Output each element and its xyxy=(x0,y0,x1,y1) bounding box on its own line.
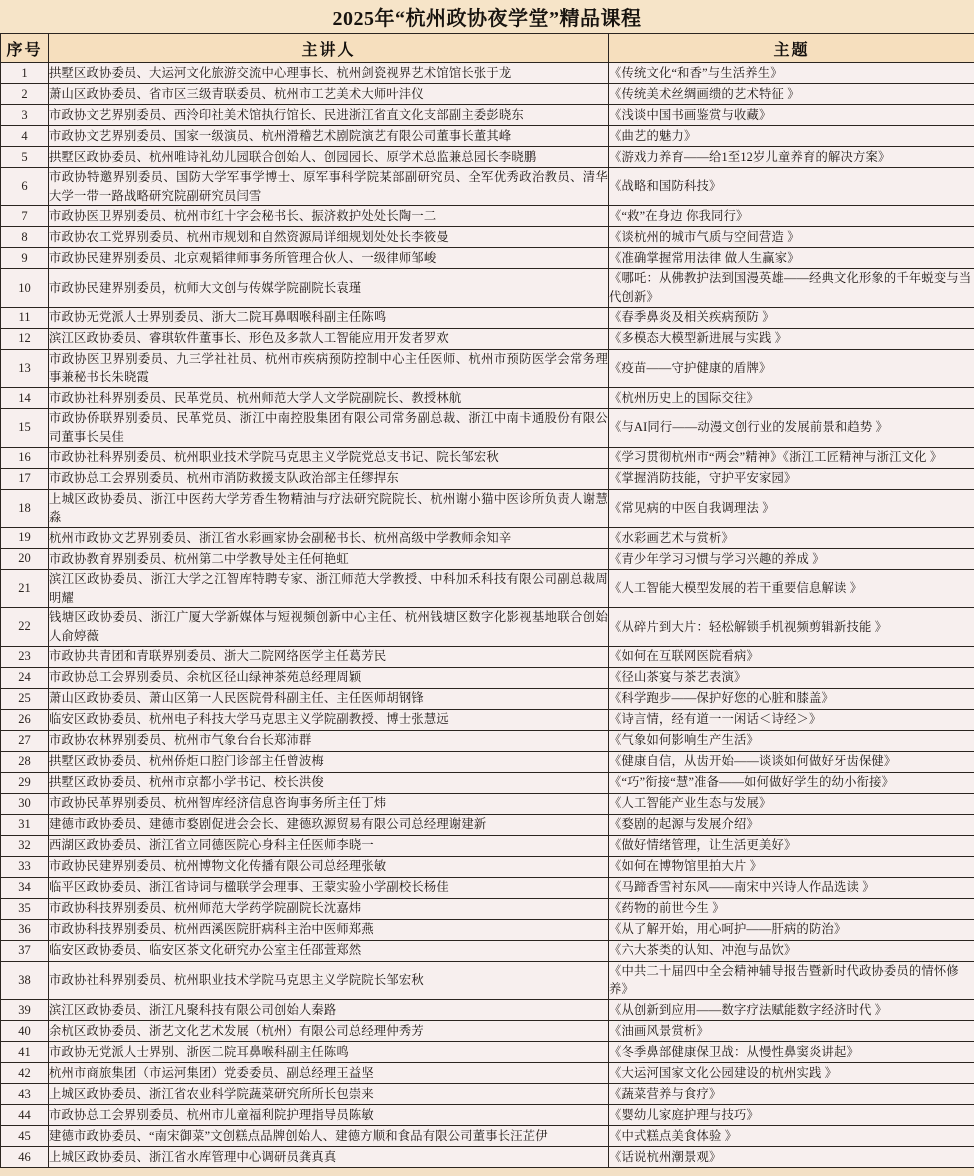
cell-topic: 《常见病的中医自我调理法 》 xyxy=(609,489,974,527)
cell-speaker: 市政协民建界别委员、杭州博物文化传播有限公司总经理张敏 xyxy=(49,856,609,877)
cell-topic: 《青少年学习习惯与学习兴趣的养成 》 xyxy=(609,548,974,569)
cell-no: 33 xyxy=(1,856,49,877)
cell-no: 19 xyxy=(1,527,49,548)
table-row xyxy=(1,105,974,126)
cell-speaker: 市政协文艺界别委员、国家一级演员、杭州滑稽艺术剧院演艺有限公司董事长董其峰 xyxy=(49,126,609,147)
table-row xyxy=(1,667,974,688)
cell-no: 27 xyxy=(1,730,49,751)
cell-no: 12 xyxy=(1,328,49,349)
cell-speaker: 杭州市政协文艺界别委员、浙江省水彩画家协会副秘书长、杭州高级中学教师余知辛 xyxy=(49,527,609,548)
cell-speaker: 临安区政协委员、临安区茶文化研究办公室主任邵萱郑然 xyxy=(49,940,609,961)
table-row xyxy=(1,772,974,793)
cell-topic: 《杭州历史上的国际交往》 xyxy=(609,388,974,409)
cell-no: 9 xyxy=(1,248,49,269)
table-row xyxy=(1,227,974,248)
cell-no: 25 xyxy=(1,688,49,709)
cell-no: 42 xyxy=(1,1063,49,1084)
cell-topic: 《传统文化“和香”与生活养生》 xyxy=(609,63,974,84)
cell-speaker: 市政协无党派人士界别、浙医二院耳鼻喉科副主任陈鸣 xyxy=(49,1042,609,1063)
cell-no: 35 xyxy=(1,898,49,919)
cell-speaker: 钱塘区政协委员、浙江广厦大学新媒体与短视频创新中心主任、杭州钱塘区数字化影视基地联合创始人俞婷薇 xyxy=(49,608,609,646)
cell-no: 10 xyxy=(1,269,49,307)
cell-topic: 《如何在博物馆里拍大片 》 xyxy=(609,856,974,877)
cell-no: 15 xyxy=(1,409,49,447)
cell-speaker: 拱墅区政协委员、大运河文化旅游交流中心理事长、杭州剑瓷视界艺术馆馆长张于龙 xyxy=(49,63,609,84)
cell-no: 18 xyxy=(1,489,49,527)
table-row xyxy=(1,1063,974,1084)
table-row xyxy=(1,548,974,569)
cell-topic: 《人工智能大模型发展的若干重要信息解读 》 xyxy=(609,569,974,607)
cell-no: 14 xyxy=(1,388,49,409)
cell-speaker: 市政协科技界别委员、杭州西溪医院肝病科主治中医师郑燕 xyxy=(49,919,609,940)
table-row xyxy=(1,248,974,269)
page-title: 2025年“杭州政协夜学堂”精品课程 xyxy=(332,8,642,30)
cell-speaker: 市政协农林界别委员、杭州市气象台台长郑沛群 xyxy=(49,730,609,751)
cell-speaker: 西湖区政协委员、浙江省立同德医院心身科主任医师李晓一 xyxy=(49,835,609,856)
cell-speaker: 市政协社科界别委员、杭州职业技术学院马克思主义学院党总支书记、院长邹宏秋 xyxy=(49,447,609,468)
cell-speaker: 建德市政协委员、“南宋御菜”文创糕点品牌创始人、建德方顺和食品有限公司董事长汪芷伊 xyxy=(49,1126,609,1147)
cell-speaker: 拱墅区政协委员、杭州唯诗礼幼儿园联合创始人、创园园长、原学术总监兼总园长李晓鹏 xyxy=(49,147,609,168)
cell-speaker: 市政协科技界别委员、杭州师范大学药学院副院长沈嘉炜 xyxy=(49,898,609,919)
cell-topic: 《掌握消防技能，守护平安家园》 xyxy=(609,468,974,489)
cell-speaker: 杭州市商旅集团（市运河集团）党委委员、副总经理王益坚 xyxy=(49,1063,609,1084)
cell-topic: 《水彩画艺术与赏析》 xyxy=(609,527,974,548)
cell-no: 16 xyxy=(1,447,49,468)
table-row xyxy=(1,206,974,227)
cell-no: 31 xyxy=(1,814,49,835)
cell-topic: 《婴幼儿家庭护理与技巧》 xyxy=(609,1105,974,1126)
table-row xyxy=(1,84,974,105)
cell-topic: 《中共二十届四中全会精神辅导报告暨新时代政协委员的情怀修养》 xyxy=(609,961,974,999)
cell-topic: 《哪吒：从佛教护法到国漫英雄——经典文化形象的千年蜕变与当代创新》 xyxy=(609,269,974,307)
cell-speaker: 临安区政协委员、杭州电子科技大学马克思主义学院副教授、博士张慧远 xyxy=(49,709,609,730)
cell-no: 29 xyxy=(1,772,49,793)
cell-speaker: 市政协社科界别委员、民革党员、杭州师范大学人文学院副院长、教授林航 xyxy=(49,388,609,409)
cell-topic: 《学习贯彻杭州市“两会”精神》《浙江工匠精神与浙江文化 》 xyxy=(609,447,974,468)
cell-topic: 《药物的前世今生 》 xyxy=(609,898,974,919)
cell-speaker: 市政协总工会界别委员、杭州市消防救援支队政治部主任缪捍东 xyxy=(49,468,609,489)
table-row xyxy=(1,646,974,667)
table-row xyxy=(1,489,974,527)
table-row xyxy=(1,569,974,607)
table-row xyxy=(1,468,974,489)
table-row xyxy=(1,388,974,409)
cell-topic: 《准确掌握常用法律 做人生赢家》 xyxy=(609,248,974,269)
cell-no: 38 xyxy=(1,961,49,999)
table-row xyxy=(1,1084,974,1105)
cell-topic: 《与AI同行——动漫文创行业的发展前景和趋势 》 xyxy=(609,409,974,447)
cell-no: 13 xyxy=(1,349,49,387)
cell-topic: 《“巧”衔接“慧”准备——如何做好学生的幼小衔接》 xyxy=(609,772,974,793)
cell-no: 46 xyxy=(1,1147,49,1168)
cell-topic: 《游戏力养育——给1至12岁儿童养育的解决方案》 xyxy=(609,147,974,168)
table-row xyxy=(1,1000,974,1021)
table-row xyxy=(1,126,974,147)
table-row xyxy=(1,709,974,730)
cell-no: 24 xyxy=(1,667,49,688)
cell-speaker: 市政协特邀界别委员、国防大学军事学博士、原军事科学院某部副研究员、全军优秀政治教员、清华大学一带一路战略研究院副研究员闫雪 xyxy=(49,168,609,206)
table-row xyxy=(1,269,974,307)
cell-speaker: 市政协总工会界别委员、余杭区径山绿神茶苑总经理周颖 xyxy=(49,667,609,688)
cell-speaker: 拱墅区政协委员、杭州侨炬口腔门诊部主任曾波梅 xyxy=(49,751,609,772)
cell-speaker: 市政协总工会界别委员、杭州市儿童福利院护理指导员陈敏 xyxy=(49,1105,609,1126)
cell-speaker: 市政协农工党界别委员、杭州市规划和自然资源局详细规划处处长李筱曼 xyxy=(49,227,609,248)
cell-topic: 《冬季鼻部健康保卫战：从慢性鼻窦炎讲起》 xyxy=(609,1042,974,1063)
table-row xyxy=(1,1147,974,1168)
cell-topic: 《浅谈中国书画鉴赏与收藏》 xyxy=(609,105,974,126)
cell-topic: 《疫苗——守护健康的盾牌》 xyxy=(609,349,974,387)
cell-topic: 《油画风景赏析》 xyxy=(609,1021,974,1042)
cell-speaker: 市政协侨联界别委员、民革党员、浙江中南控股集团有限公司常务副总裁、浙江中南卡通股份有限公司董事长吴佳 xyxy=(49,409,609,447)
cell-topic: 《中式糕点美食体验 》 xyxy=(609,1126,974,1147)
cell-no: 17 xyxy=(1,468,49,489)
cell-topic: 《从创新到应用——数字疗法赋能数字经济时代 》 xyxy=(609,1000,974,1021)
cell-no: 28 xyxy=(1,751,49,772)
cell-no: 39 xyxy=(1,1000,49,1021)
cell-no: 34 xyxy=(1,877,49,898)
cell-speaker: 市政协教育界别委员、杭州第二中学教导处主任何艳虹 xyxy=(49,548,609,569)
table-row xyxy=(1,1126,974,1147)
table-header-row xyxy=(1,34,974,63)
cell-topic: 《蔬菜营养与食疗》 xyxy=(609,1084,974,1105)
table-row xyxy=(1,961,974,999)
cell-speaker: 萧山区政协委员、省市区三级青联委员、杭州市工艺美术大师叶沣仪 xyxy=(49,84,609,105)
cell-topic: 《话说杭州潮景观》 xyxy=(609,1147,974,1168)
cell-no: 20 xyxy=(1,548,49,569)
cell-topic: 《如何在互联网医院看病》 xyxy=(609,646,974,667)
cell-topic: 《健康自信，从齿开始——谈谈如何做好牙齿保健》 xyxy=(609,751,974,772)
course-table xyxy=(0,33,974,1168)
cell-no: 22 xyxy=(1,608,49,646)
title-bar xyxy=(0,0,974,33)
cell-no: 21 xyxy=(1,569,49,607)
cell-speaker: 滨江区政协委员、睿琪软件董事长、形色及多款人工智能应用开发者罗欢 xyxy=(49,328,609,349)
cell-speaker: 市政协民建界别委员、北京观韬律师事务所管理合伙人、一级律师邹峻 xyxy=(49,248,609,269)
table-row xyxy=(1,608,974,646)
cell-speaker: 市政协医卫界别委员、九三学社社员、杭州市疾病预防控制中心主任医师、杭州市预防医学会常务理事兼秘书长朱晓霞 xyxy=(49,349,609,387)
table-row xyxy=(1,1021,974,1042)
table-row xyxy=(1,63,974,84)
cell-topic: 《气象如何影响生产生活》 xyxy=(609,730,974,751)
cell-no: 6 xyxy=(1,168,49,206)
cell-no: 40 xyxy=(1,1021,49,1042)
table-row xyxy=(1,940,974,961)
table-row xyxy=(1,814,974,835)
cell-no: 5 xyxy=(1,147,49,168)
cell-topic: 《春季鼻炎及相关疾病预防 》 xyxy=(609,307,974,328)
cell-topic: 《谈杭州的城市气质与空间营造 》 xyxy=(609,227,974,248)
cell-no: 4 xyxy=(1,126,49,147)
cell-no: 43 xyxy=(1,1084,49,1105)
table-row xyxy=(1,147,974,168)
cell-topic: 《多模态大模型新进展与实践 》 xyxy=(609,328,974,349)
cell-no: 2 xyxy=(1,84,49,105)
table-row xyxy=(1,856,974,877)
cell-topic: 《“救”在身边 你我同行》 xyxy=(609,206,974,227)
cell-no: 32 xyxy=(1,835,49,856)
cell-no: 44 xyxy=(1,1105,49,1126)
table-row xyxy=(1,527,974,548)
column-header-speaker: 主讲人 xyxy=(49,34,609,63)
cell-no: 11 xyxy=(1,307,49,328)
cell-speaker: 建德市政协委员、建德市婺剧促进会会长、建德玖源贸易有限公司总经理谢建新 xyxy=(49,814,609,835)
cell-speaker: 上城区政协委员、浙江省农业科学院蔬菜研究所所长包崇来 xyxy=(49,1084,609,1105)
cell-speaker: 萧山区政协委员、萧山区第一人民医院骨科副主任、主任医师胡钢锋 xyxy=(49,688,609,709)
cell-no: 7 xyxy=(1,206,49,227)
table-row xyxy=(1,898,974,919)
cell-topic: 《传统美术丝绸画缋的艺术特征 》 xyxy=(609,84,974,105)
table-body xyxy=(1,63,974,1168)
table-header xyxy=(1,34,974,63)
cell-topic: 《径山茶宴与茶艺表演》 xyxy=(609,667,974,688)
cell-speaker: 市政协无党派人士界别委员、浙大二院耳鼻咽喉科副主任陈鸣 xyxy=(49,307,609,328)
cell-topic: 《人工智能产业生态与发展》 xyxy=(609,793,974,814)
table-row xyxy=(1,877,974,898)
cell-no: 26 xyxy=(1,709,49,730)
column-header-topic: 主题 xyxy=(609,34,974,63)
table-row xyxy=(1,793,974,814)
table-row xyxy=(1,688,974,709)
cell-topic: 《六大茶类的认知、冲泡与品饮》 xyxy=(609,940,974,961)
cell-no: 41 xyxy=(1,1042,49,1063)
table-row xyxy=(1,328,974,349)
cell-topic: 《战略和国防科技》 xyxy=(609,168,974,206)
cell-topic: 《做好情绪管理，让生活更美好》 xyxy=(609,835,974,856)
table-row xyxy=(1,919,974,940)
cell-topic: 《从碎片到大片：轻松解锁手机视频剪辑新技能 》 xyxy=(609,608,974,646)
cell-speaker: 临平区政协委员、浙江省诗词与楹联学会理事、王蒙实验小学副校长杨佳 xyxy=(49,877,609,898)
cell-speaker: 余杭区政协委员、浙艺文化艺术发展（杭州）有限公司总经理仲秀芳 xyxy=(49,1021,609,1042)
table-row xyxy=(1,835,974,856)
cell-speaker: 拱墅区政协委员、杭州市京都小学书记、校长洪俊 xyxy=(49,772,609,793)
cell-no: 36 xyxy=(1,919,49,940)
cell-topic: 《马蹄香雪衬东风——南宋中兴诗人作品选读 》 xyxy=(609,877,974,898)
cell-speaker: 市政协社科界别委员、杭州职业技术学院马克思主义学院院长邹宏秋 xyxy=(49,961,609,999)
cell-speaker: 市政协共青团和青联界别委员、浙大二院网络医学主任葛芳民 xyxy=(49,646,609,667)
cell-speaker: 滨江区政协委员、浙江凡聚科技有限公司创始人秦路 xyxy=(49,1000,609,1021)
cell-speaker: 上城区政协委员、浙江省水库管理中心调研员龚真真 xyxy=(49,1147,609,1168)
table-row xyxy=(1,168,974,206)
cell-topic: 《婺剧的起源与发展介绍》 xyxy=(609,814,974,835)
table-row xyxy=(1,1042,974,1063)
cell-speaker: 市政协民革界别委员、杭州智库经济信息咨询事务所主任丁炜 xyxy=(49,793,609,814)
cell-topic: 《曲艺的魅力》 xyxy=(609,126,974,147)
table-row xyxy=(1,751,974,772)
cell-no: 23 xyxy=(1,646,49,667)
column-header-no: 序号 xyxy=(1,34,49,63)
cell-topic: 《诗言情，经有道一一闲话＜诗经＞》 xyxy=(609,709,974,730)
table-row xyxy=(1,1105,974,1126)
cell-speaker: 市政协医卫界别委员、杭州市红十字会秘书长、振济救护处处长陶一二 xyxy=(49,206,609,227)
cell-no: 45 xyxy=(1,1126,49,1147)
table-row xyxy=(1,447,974,468)
table-row xyxy=(1,730,974,751)
cell-topic: 《科学跑步——保护好您的心脏和膝盖》 xyxy=(609,688,974,709)
cell-no: 37 xyxy=(1,940,49,961)
cell-no: 3 xyxy=(1,105,49,126)
cell-speaker: 市政协文艺界别委员、西泠印社美术馆执行馆长、民进浙江省直文化支部副主委彭晓东 xyxy=(49,105,609,126)
table-row xyxy=(1,409,974,447)
table-row xyxy=(1,349,974,387)
cell-no: 1 xyxy=(1,63,49,84)
table-row xyxy=(1,307,974,328)
cell-topic: 《从了解开始，用心呵护——肝病的防治》 xyxy=(609,919,974,940)
cell-speaker: 市政协民建界别委员，杭师大文创与传媒学院副院长袁瑾 xyxy=(49,269,609,307)
cell-no: 8 xyxy=(1,227,49,248)
cell-topic: 《大运河国家文化公园建设的杭州实践 》 xyxy=(609,1063,974,1084)
cell-speaker: 滨江区政协委员、浙江大学之江智库特聘专家、浙江师范大学教授、中科加禾科技有限公司副总裁周明耀 xyxy=(49,569,609,607)
cell-speaker: 上城区政协委员、浙江中医药大学芳香生物精油与疗法研究院院长、杭州谢小猫中医诊所负责人谢慧淼 xyxy=(49,489,609,527)
cell-no: 30 xyxy=(1,793,49,814)
